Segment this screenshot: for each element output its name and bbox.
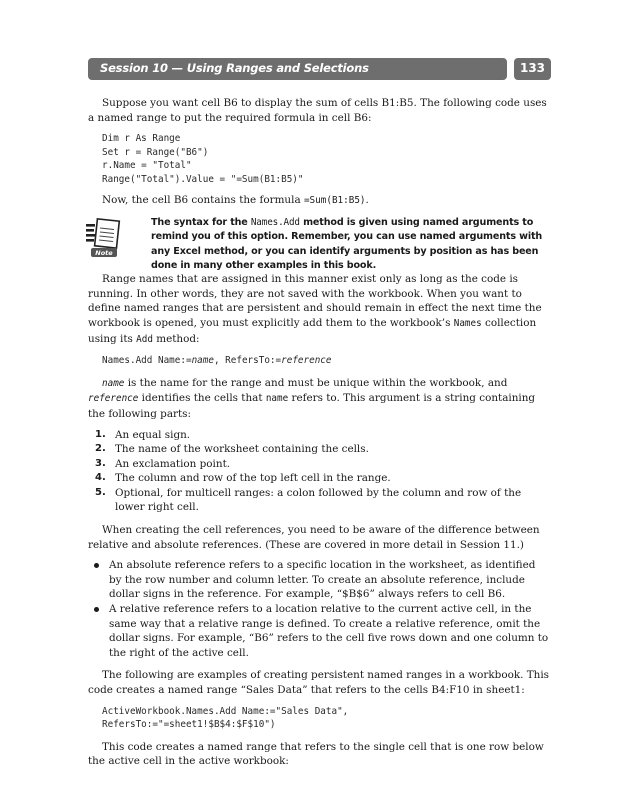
inline-code-add: Add [136, 333, 153, 345]
list-item: An absolute reference refers to a specific location in the worksheet, as identified by the row number and column letter. To create an absolute reference, include dollar signs in the reference. For example, “$B$6” always refers to cell B6. [88, 558, 551, 602]
inline-code-name: name [265, 393, 289, 405]
bullet-list [88, 558, 551, 660]
page-number: 133 [519, 61, 546, 75]
code-block-sales-data: ActiveWorkbook.Names.Add Name:="Sales Data", RefersTo:="=sheet1!$B$4:$F$10") [102, 705, 349, 731]
inline-code-names: Names [453, 317, 482, 329]
inline-code-names-add: Names.Add [250, 217, 300, 229]
paragraph-intro: Suppose you want cell B6 to display the sum of cells B1:B5. The following code uses a named range to put the required formula in cell B6: [88, 97, 547, 124]
paragraph-arguments: name is the name for the range and must be unique within the workbook, and reference identifies the cells that name refers to. This argument is a string containing the following parts: [88, 376, 536, 420]
list-item: 1. An equal sign. [95, 428, 191, 441]
list-item: 5. Optional, for multicell ranges: a colon followed by the column and row of the lower right cell. [95, 486, 522, 514]
list-item: 3. An exclamation point. [95, 457, 231, 470]
paragraph-examples: The following are examples of creating persistent named ranges in a workbook. This code creates a named range “Sales Data” that refers to the cells B4:F10 in sheet1: [88, 669, 550, 696]
paragraph-range-names: Range names that are assigned in this manner exist only as long as the code is running. In other words, they are not saved with the workbook. When you want to define named ranges that are persistent and should remain in effect the next time the workbook is opened, you must explicitly add them to the workbook’s Names collection using its Add method: [88, 273, 542, 345]
paragraph-single-cell: This code creates a named range that refers to the single cell that is one row below the active cell in the active workbook: [88, 740, 544, 768]
note-callout [88, 216, 551, 272]
bullet-icon [94, 607, 99, 612]
list-item: 4. The column and row of the top left cell in the range. [95, 472, 391, 485]
running-header-title: Session 10 — Using Ranges and Selections [100, 61, 369, 75]
paragraph-references: When creating the cell references, you need to be aware of the difference between relative and absolute references. (These are covered in more detail in Session 11.) [88, 524, 540, 551]
code-block-total: Dim r As Range Set r = Range("B6") r.Name = "Total" Range("Total").Value = "=Sum(B1:B5)" [102, 133, 304, 185]
page-body [88, 96, 551, 769]
list-item: A relative reference refers to a location relative to the current active cell, in the same way that a relative range is defined. To create a relative reference, omit the dollar signs. For example, “B6” refers to the cell five rows down and one column to the right of the active cell. [88, 602, 551, 660]
inline-code-reference-arg: reference [88, 393, 139, 405]
inline-code-name-arg: name [102, 377, 125, 389]
note-text: The syntax for the Names.Add method is given using named arguments to remind you of this option. Remember, you can use named arguments with any Excel method, or you can identify arguments by position as has been done in many other examples in this book. [151, 217, 543, 271]
bullet-icon [94, 563, 99, 568]
paragraph-formula: Now, the cell B6 contains the formula =Sum(B1:B5). [102, 193, 369, 206]
list-item: 2. The name of the worksheet containing the cells. [95, 443, 369, 456]
note-icon-label: Note [95, 249, 113, 258]
note-icon [86, 218, 124, 258]
code-block-names-add: Names.Add Name:=name, RefersTo:=reference [102, 355, 332, 367]
numbered-list [88, 428, 551, 516]
inline-code-formula: =Sum(B1:B5) [303, 194, 366, 206]
